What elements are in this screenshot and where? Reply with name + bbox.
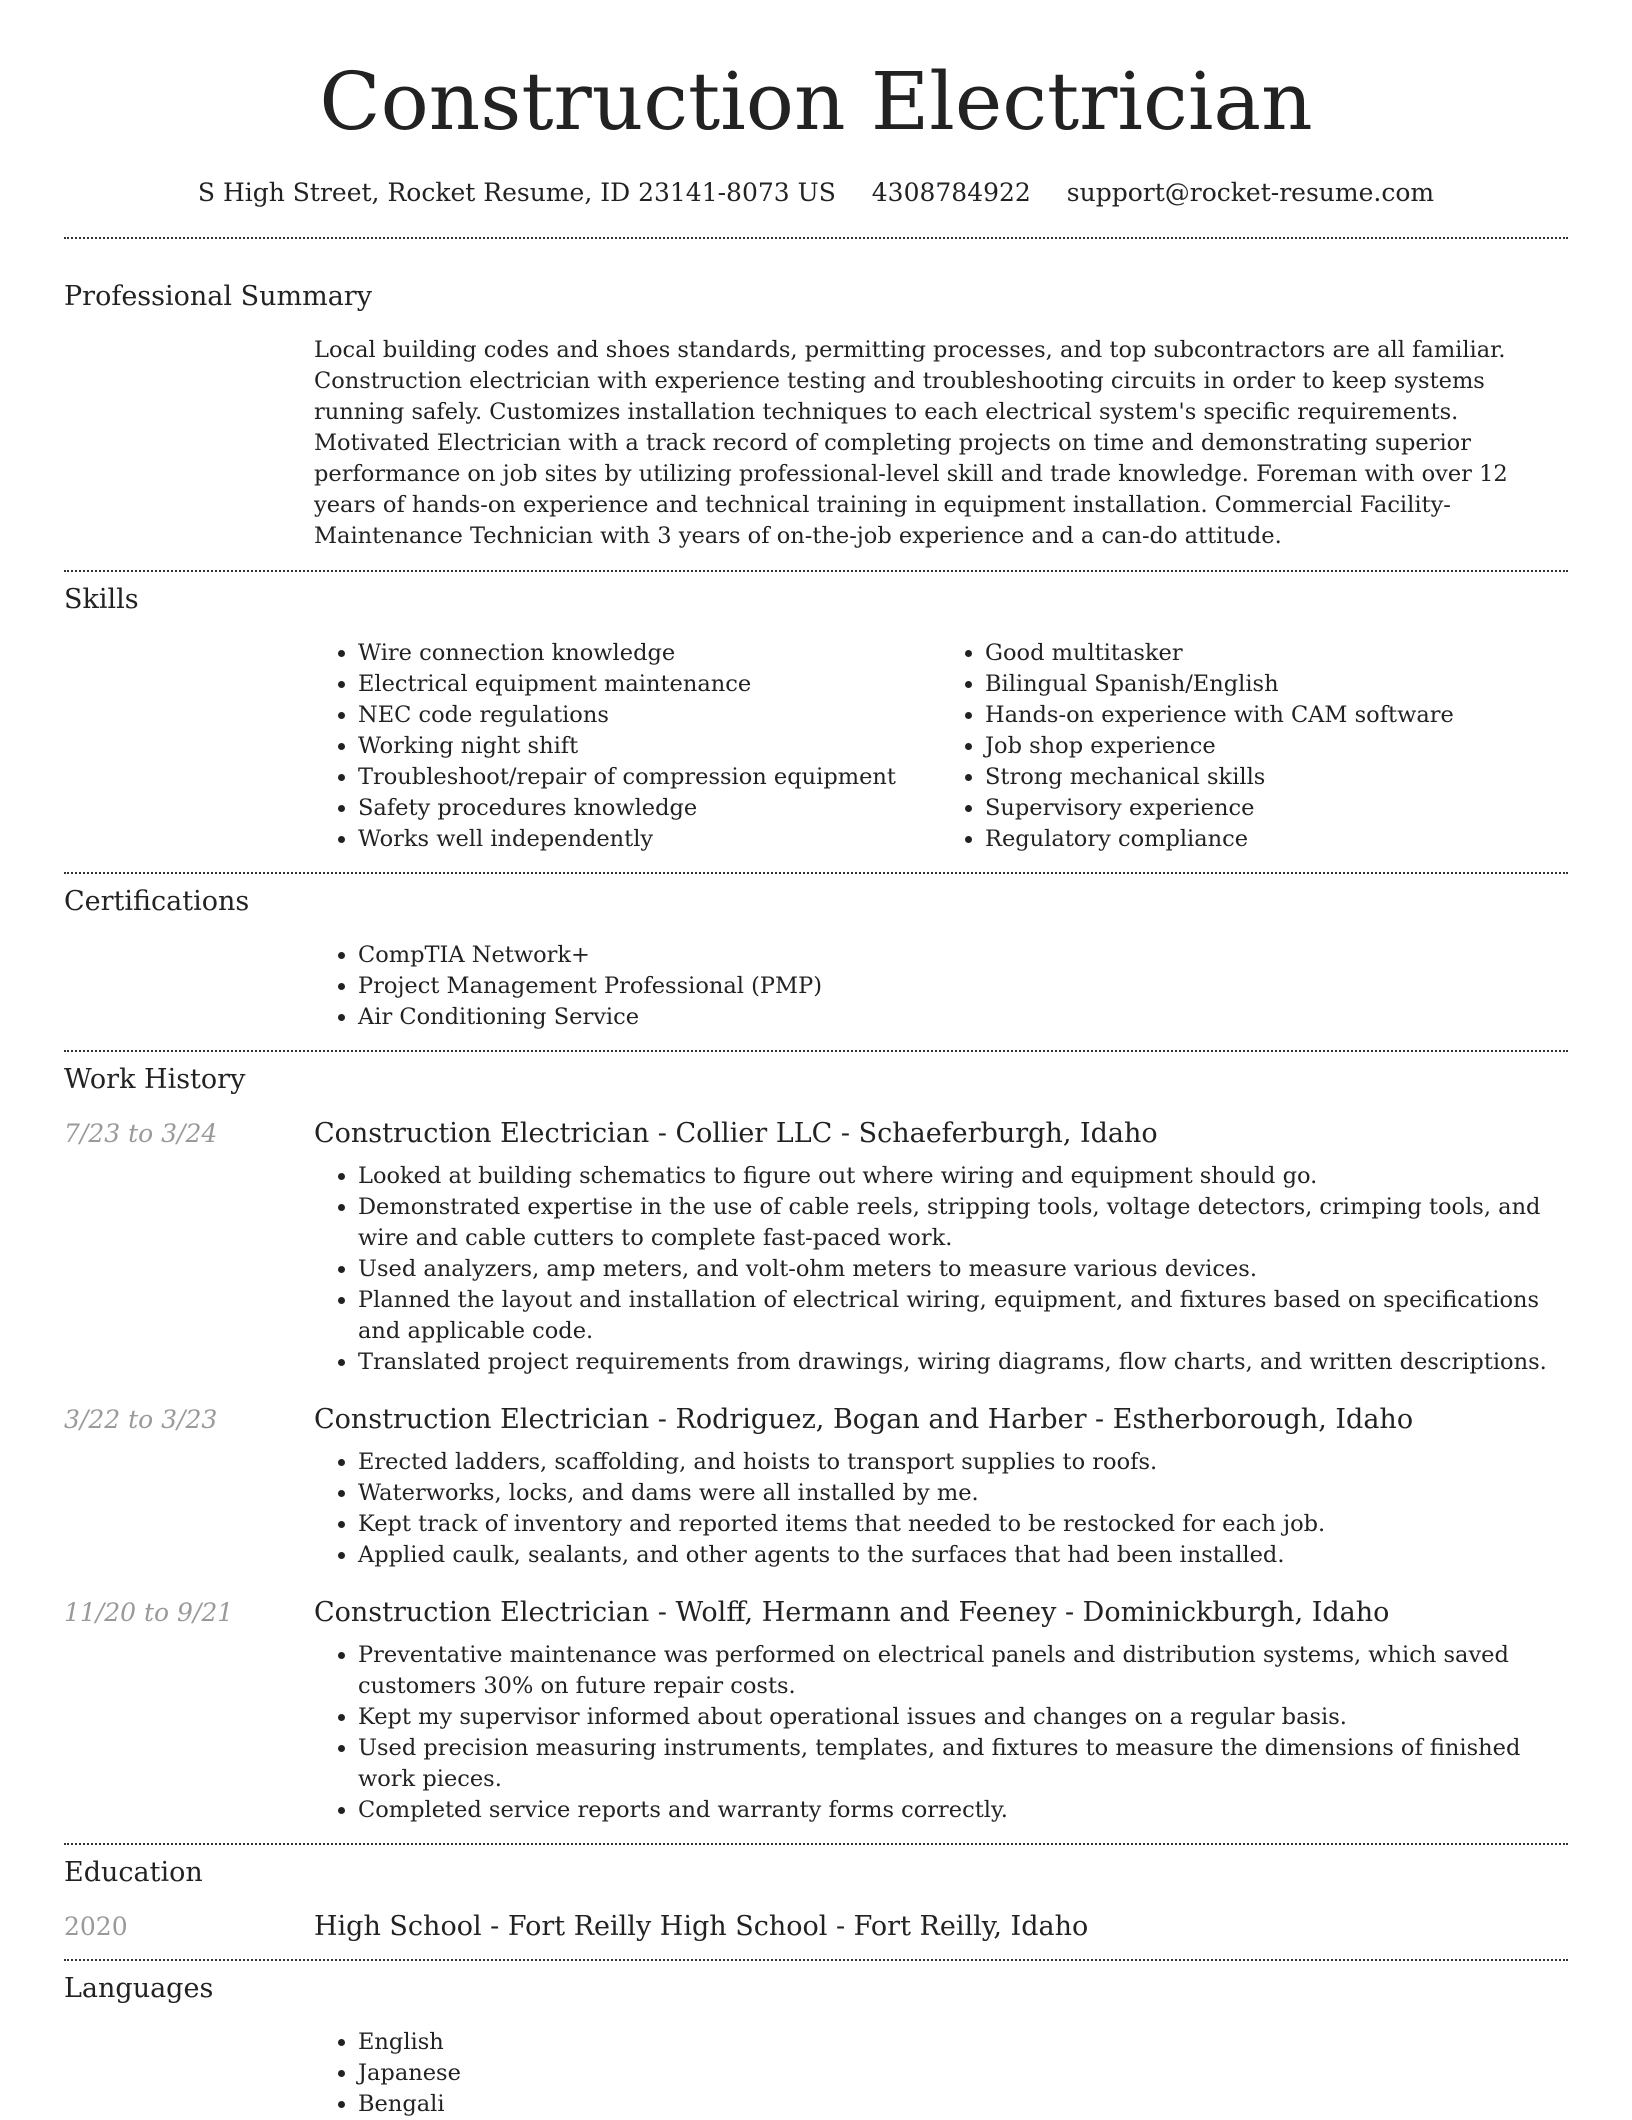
divider [64,237,1568,239]
education-year: 2020 [64,1912,128,1941]
list-item: • Good multitasker [985,638,1568,669]
candidate-name: Construction Electrician [319,55,1313,148]
list-item: • Used analyzers, amp meters, and volt-ohm meters to measure various devices. [358,1254,1568,1285]
list-item: • Translated project requirements from drawings, wiring diagrams, flow charts, and written descriptions. [358,1347,1568,1378]
job-bullets [314,1161,1568,1378]
job-dates: 7/23 to 3/24 [64,1119,218,1148]
job-entry [64,1118,1568,1378]
summary-heading: Professional Summary [64,281,372,312]
job-header [64,1118,1568,1149]
divider [64,872,1568,874]
job-dates: 3/22 to 3/23 [64,1405,218,1434]
job-title: Construction Electrician - Rodriguez, Bogan and Harber - Estherborough, Idaho [314,1404,1414,1435]
list-item: • Hands-on experience with CAM software [985,700,1568,731]
list-item: • Looked at building schematics to figure out where wiring and equipment should go. [358,1161,1568,1192]
skills-heading: Skills [64,584,139,615]
contact-email: support@rocket-resume.com [1066,178,1435,207]
list-item: • Kept my supervisor informed about operational issues and changes on a regular basis. [358,1702,1568,1733]
list-item: • English [358,2027,1568,2058]
contact-line [64,176,1568,210]
job-title: Construction Electrician - Wolff, Hermann and Feeney - Dominickburgh, Idaho [314,1597,1390,1628]
list-item: • Planned the layout and installation of electrical wiring, equipment, and fixtures based on specifications and applicable code. [358,1285,1568,1347]
education-heading: Education [64,1857,203,1888]
job-header [64,1597,1568,1628]
list-item: • Regulatory compliance [985,824,1568,855]
languages-list [314,2027,1568,2120]
list-item: • Kept track of inventory and reported items that needed to be restocked for each job. [358,1509,1568,1540]
skills-left-column [314,638,941,855]
list-item: • Completed service reports and warranty forms correctly. [358,1795,1568,1826]
list-item: • Applied caulk, sealants, and other agents to the surfaces that had been installed. [358,1540,1568,1571]
contact-address: S High Street, Rocket Resume, ID 23141-8073 US [197,178,836,207]
divider [64,570,1568,572]
summary-text: Local building codes and shoes standards, permitting processes, and top subcontractors are all familiar. Construction electrician with experience testing and troubleshooting circuits in order to keep systems running safely. Customizes installation techniques to each electrical system's specific requirements. Motivated Electrician with a track record of completing projects on time and demonstrating superior performance on job sites by utilizing professional-level skill and trade knowledge. Foreman with over 12 years of hands-on experience and technical training in equipment installation. Commercial Facility-Maintenance Technician with 3 years of on-the-job experience and a can-do attitude. [314,337,1508,549]
list-item: • Japanese [358,2058,1568,2089]
divider [64,1959,1568,1961]
certifications-list [314,940,1568,1033]
list-item: • Strong mechanical skills [985,762,1568,793]
education-detail: High School - Fort Reilly High School - Fort Reilly, Idaho [314,1911,1089,1942]
list-item: • Safety procedures knowledge [358,793,941,824]
list-item: • Wire connection knowledge [358,638,941,669]
resume-page [64,0,1568,2120]
job-title: Construction Electrician - Collier LLC - Schaeferburgh, Idaho [314,1118,1158,1149]
job-dates: 11/20 to 9/21 [64,1598,234,1627]
work-heading: Work History [64,1064,246,1095]
list-item: • Working night shift [358,731,941,762]
list-item: • Bilingual Spanish/English [985,669,1568,700]
skills-list [314,638,1568,855]
list-item: • Used precision measuring instruments, templates, and fixtures to measure the dimensions of finished work pieces. [358,1733,1568,1795]
list-item: • Waterworks, locks, and dams were all installed by me. [358,1478,1568,1509]
job-bullets [314,1447,1568,1571]
list-item: • Preventative maintenance was performed on electrical panels and distribution systems, which saved customers 30% on future repair costs. [358,1640,1568,1702]
list-item: • Electrical equipment maintenance [358,669,941,700]
job-entry [64,1404,1568,1571]
list-item: • Troubleshoot/repair of compression equipment [358,762,941,793]
list-item: • NEC code regulations [358,700,941,731]
divider [64,1843,1568,1845]
list-item: • Bengali [358,2089,1568,2120]
certifications-heading: Certifications [64,886,250,917]
list-item: • Demonstrated expertise in the use of cable reels, stripping tools, voltage detectors, crimping tools, and wire and cable cutters to complete fast-paced work. [358,1192,1568,1254]
divider [64,1050,1568,1052]
skills-right-column [941,638,1568,855]
list-item: • Job shop experience [985,731,1568,762]
contact-phone: 4308784922 [871,178,1031,207]
list-item: • Erected ladders, scaffolding, and hoists to transport supplies to roofs. [358,1447,1568,1478]
list-item: • CompTIA Network+ [358,940,1568,971]
list-item: • Works well independently [358,824,941,855]
list-item: • Air Conditioning Service [358,1002,1568,1033]
job-header [64,1404,1568,1435]
job-bullets [314,1640,1568,1826]
list-item: • Project Management Professional (PMP) [358,971,1568,1002]
education-entry [64,1911,1568,1942]
languages-heading: Languages [64,1973,214,2004]
job-entry [64,1597,1568,1826]
list-item: • Supervisory experience [985,793,1568,824]
